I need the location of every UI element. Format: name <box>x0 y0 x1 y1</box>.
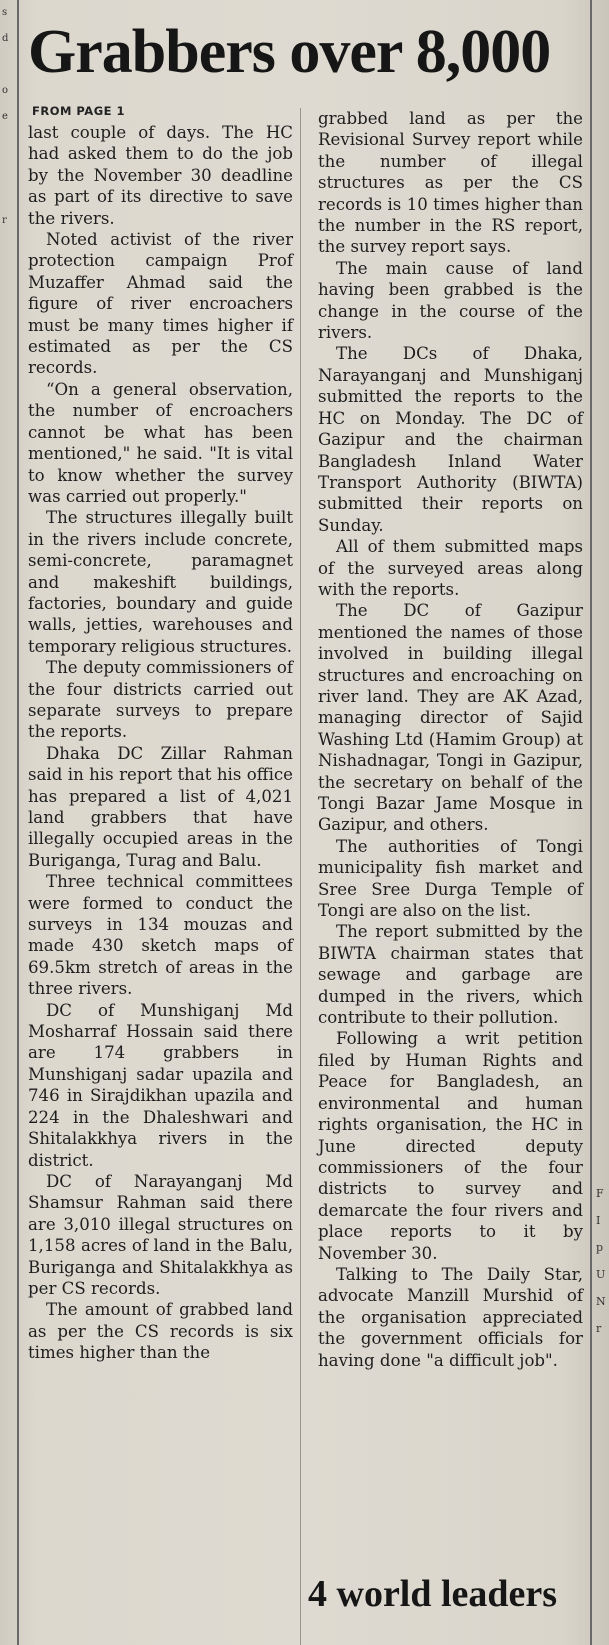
article-column-2 <box>318 108 583 1371</box>
edge-letter <box>2 52 14 78</box>
paragraph: “On a general observation, the number of encroachers cannot be what has been mentioned," he said. "It is vital to know whether the survey was carried out properly." <box>28 379 293 506</box>
paragraph: Following a writ petition filed by Human Rights and Peace for Bangladesh, an environmental and human rights organisation, the HC in June directed deputy commissioners of the four districts to survey and demarcate the four rivers and place reports to it by November 30. <box>318 1029 583 1263</box>
paragraph: The DC of Gazipur mentioned the names of those involved in building illegal structures and encroaching on river land. They are AK Azad, managing director of Sajid Washing Ltd (Hamim Group) at Nishadnagar, Tongi in Gazipur, the secretary on behalf of the Tongi Bazar Jame Mosque in Gazipur, and others. <box>318 601 583 835</box>
column-rule-left <box>17 0 19 1645</box>
kicker-from-page: FROM PAGE 1 <box>32 104 126 118</box>
edge-letter: o <box>2 85 9 96</box>
paragraph: DC of Munshiganj Md Mosharraf Hossain said there are 174 grabbers in Munshiganj sadar upazila and 746 in Sirajdikhan upazila and 224 in the Dhaleshwari and Shitalakkhya rivers in the district. <box>28 1000 293 1170</box>
paragraph: All of them submitted maps of the surveyed areas along with the reports. <box>318 537 583 599</box>
adjacent-column-fragment-left <box>2 0 14 234</box>
paragraph: The authorities of Tongi municipality fish market and Sree Sree Durga Temple of Tongi are also on the list. <box>318 836 583 921</box>
column-divider <box>300 108 301 1645</box>
edge-letter: e <box>2 111 8 122</box>
paragraph: Dhaka DC Zillar Rahman said in his report that his office has prepared a list of 4,021 land grabbers that have illegally occupied areas in the Buriganga, Turag and Balu. <box>28 743 293 870</box>
paragraph: Three technical committees were formed to conduct the surveys in 134 mouzas and made 430 sketch maps of 69.5km stretch of areas in the three rivers. <box>28 872 293 999</box>
next-article-headline: 4 world leaders <box>308 1573 558 1615</box>
edge-letter <box>2 156 14 182</box>
edge-letter <box>2 130 14 156</box>
paragraph: The report submitted by the BIWTA chairman states that sewage and garbage are dumped in the rivers, which contribute to their pollution. <box>318 922 583 1028</box>
edge-letter: N <box>596 1295 606 1308</box>
paragraph: The structures illegally built in the rivers include concrete, semi-concrete, paramagnet and makeshift buildings, factories, boundary and guide walls, jetties, warehouses and temporary religious structures. <box>28 508 293 656</box>
article-headline: Grabbers over 8,000 <box>28 18 551 86</box>
edge-letter: F <box>596 1187 604 1200</box>
paragraph: The main cause of land having been grabbed is the change in the course of the rivers. <box>318 258 583 343</box>
edge-letter: U <box>596 1268 606 1281</box>
paragraph: grabbed land as per the Revisional Survey report while the number of illegal structures as per the CS records is 10 times higher than the number in the RS report, the survey report says. <box>318 109 583 257</box>
paragraph: Noted activist of the river protection campaign Prof Muzaffer Ahmad said the figure of river encroachers must be many times higher if estimated as per the CS records. <box>28 230 293 378</box>
paragraph: last couple of days. The HC had asked them to do the job by the November 30 deadline as part of its directive to save the rivers. <box>28 123 293 228</box>
adjacent-column-fragment-right <box>596 1180 608 1342</box>
edge-letter: p <box>596 1241 604 1254</box>
paragraph: The amount of grabbed land as per the CS records is six times higher than the <box>28 1300 293 1363</box>
column-rule-right <box>590 0 592 1645</box>
paragraph: The deputy commissioners of the four districts carried out separate surveys to prepare the reports. <box>28 658 293 742</box>
paragraph: The DCs of Dhaka, Narayanganj and Munshiganj submitted the reports to the HC on Monday. The DC of Gazipur and the chairman Bangladesh Inland Water Transport Authority (BIWTA) submitted their reports on Sunday. <box>318 344 583 535</box>
edge-letter: I <box>596 1214 601 1227</box>
edge-letter: s <box>2 7 8 18</box>
edge-letter: r <box>596 1322 602 1335</box>
edge-letter: r <box>2 215 7 226</box>
article-column-1 <box>28 122 293 1364</box>
edge-letter <box>2 182 14 208</box>
paragraph: Talking to The Daily Star, advocate Manzill Murshid of the organisation appreciated the government officials for having done "a difficult job". <box>318 1264 583 1370</box>
edge-letter: d <box>2 33 9 44</box>
paragraph: DC of Narayanganj Md Shamsur Rahman said there are 3,010 illegal structures on 1,158 acres of land in the Balu, Buriganga and Shitalakkhya as per CS records. <box>28 1171 293 1298</box>
